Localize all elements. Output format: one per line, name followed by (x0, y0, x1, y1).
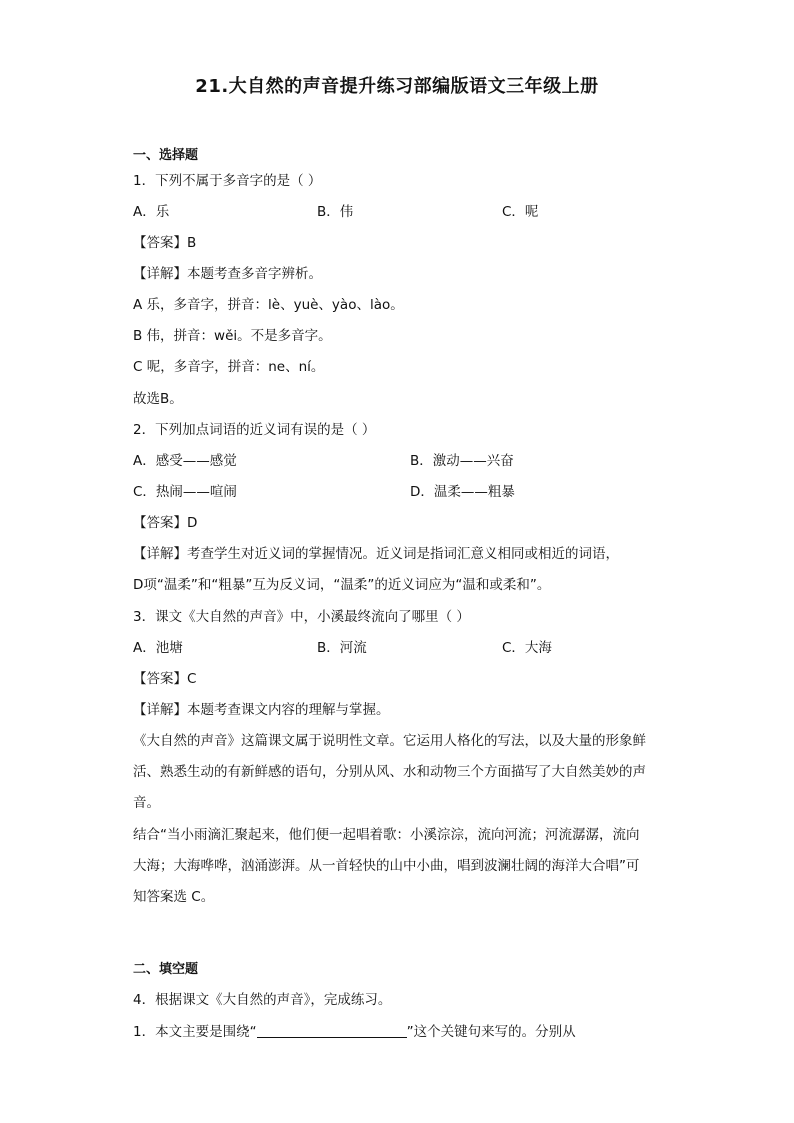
q1-option-b: B．伟 (317, 204, 354, 220)
q1-explain-line: A 乐，多音字，拼音：lè、yuè、yào、lào。 (133, 297, 404, 313)
q1-option-a: A．乐 (133, 204, 170, 220)
q3-explain-line: 【详解】本题考查课文内容的理解与掌握。 (133, 702, 390, 718)
answer-blank[interactable] (257, 1023, 407, 1038)
q2-explain-line: 【详解】考查学生对近义词的掌握情况。近义词是指词汇意义相同或相近的词语， (133, 546, 619, 562)
q4-sub-1-suffix: ”这个关键句来写的。分别从 (406, 1024, 576, 1040)
q1-explain-line: 故选B。 (133, 391, 183, 407)
q3-explain-line: 结合“当小雨滴汇聚起来，他们便一起唱着歌：小溪淙淙，流向河流；河流潺潺，流向 (133, 827, 640, 843)
section-heading-choice: 一、选择题 (133, 148, 199, 163)
q1-explain-line: B 伟，拼音：wěi。不是多音字。 (133, 328, 332, 344)
q2-option-d: D．温柔——粗暴 (410, 484, 515, 500)
q1-explain-line: 【详解】本题考查多音字辨析。 (133, 266, 322, 282)
question-1-stem: 1．下列不属于多音字的是（ ） (133, 173, 322, 189)
q2-explain-line: D项“温柔”和“粗暴”互为反义词，“温柔”的近义词应为“温和或柔和”。 (133, 577, 551, 593)
q3-option-b: B．河流 (317, 640, 367, 656)
q3-explain-line: 《大自然的声音》这篇课文属于说明性文章。它运用人格化的写法，以及大量的形象鲜 (133, 733, 646, 749)
q3-explain-line: 活、熟悉生动的有新鲜感的语句，分别从风、水和动物三个方面描写了大自然美妙的声 (133, 764, 646, 780)
q1-answer: 【答案】B (133, 235, 197, 251)
q3-explain-line: 知答案选 C。 (133, 889, 215, 905)
q4-sub-1-prefix: 1．本文主要是围绕“ (133, 1024, 257, 1040)
q2-option-a: A．感受——感觉 (133, 453, 237, 469)
section-heading-fill: 二、填空题 (133, 962, 199, 977)
q4-sub-1 (133, 1022, 576, 1042)
q3-answer: 【答案】C (133, 671, 197, 687)
question-4-stem: 4．根据课文《大自然的声音》，完成练习。 (133, 992, 392, 1008)
q1-explain-line: C 呢，多音字，拼音：ne、ní。 (133, 359, 325, 375)
q2-option-b: B．激动——兴奋 (410, 453, 514, 469)
q2-answer: 【答案】D (133, 515, 198, 531)
q3-option-a: A．池塘 (133, 640, 183, 656)
q2-option-c: C．热闹——喧闹 (133, 484, 237, 500)
q3-option-c: C．大海 (502, 640, 552, 656)
question-3-stem: 3．课文《大自然的声音》中，小溪最终流向了哪里（ ） (133, 609, 470, 625)
question-2-stem: 2．下列加点词语的近义词有误的是（ ） (133, 422, 376, 438)
q1-option-c: C．呢 (502, 204, 539, 220)
q3-explain-line: 大海；大海哗哗，汹涌澎湃。从一首轻快的山中小曲，唱到波澜壮阔的海洋大合唱”可 (133, 858, 640, 874)
page-title: 21.大自然的声音提升练习部编版语文三年级上册 (195, 76, 599, 97)
q3-explain-line: 音。 (133, 795, 160, 811)
